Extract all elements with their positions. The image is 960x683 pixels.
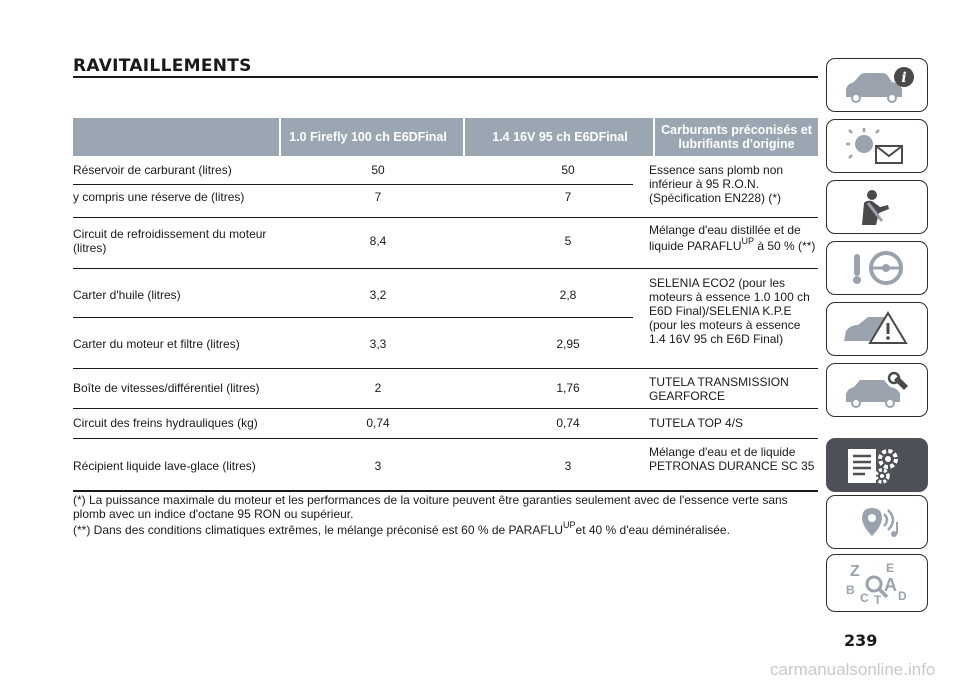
tab-maintenance[interactable]	[826, 363, 928, 417]
index-letter: T	[874, 593, 882, 607]
lubricant-fuel: Essence sans plomb non inférieur à 95 R.O.N. (Spécification EN228) (*)	[649, 163, 784, 205]
row-label: Carter du moteur et filtre (litres)	[73, 337, 240, 351]
svg-text:i: i	[901, 70, 907, 86]
footnote-1: (*) La puissance maximale du moteur et les performances de la voiture peuvent être garanties seulement avec de l'essence verte sans plomb avec un indice d'octane 95 RON ou supérieur.	[73, 493, 788, 521]
index-letter: A	[884, 575, 897, 595]
coolant-ratio: à 50 % (**)	[754, 239, 816, 253]
footnotes	[73, 493, 818, 537]
multimedia-icon	[832, 500, 922, 544]
index-letter: Z	[850, 563, 860, 580]
row-label: Carter d'huile (litres)	[73, 288, 181, 302]
row-label: y compris une réserve de (litres)	[73, 190, 245, 204]
index-letter: D	[898, 589, 907, 603]
row-label: Circuit des freins hydrauliques (kg)	[73, 416, 258, 430]
row-value-engine-1: 3,2	[369, 288, 387, 302]
coolant-text: Mélange d'eau distillée et de liquide PARAFLU	[649, 223, 801, 253]
row-label: Circuit de refroidissement du moteur (litres)	[73, 227, 267, 255]
tab-starting-driving[interactable]	[826, 241, 928, 295]
row-value-engine-2: 7	[564, 190, 572, 204]
tab-car-info[interactable]	[826, 58, 928, 112]
tab-technical-data[interactable]	[826, 438, 928, 492]
row-label: Réservoir de carburant (litres)	[73, 163, 232, 177]
row-value-engine-2: 1,76	[556, 381, 580, 395]
table-header	[73, 118, 818, 156]
safety-seat-icon	[832, 185, 922, 229]
lubricant-gearbox: TUTELA TRANSMISSION GEARFORCE	[649, 375, 789, 403]
paraflu-superscript: UP	[563, 520, 576, 530]
page-title: RAVITAILLEMENTS	[73, 56, 252, 76]
tab-safety[interactable]	[826, 180, 928, 234]
watermark: carmanualsonline.info	[770, 660, 936, 679]
row-value-engine-2: 50	[561, 163, 575, 177]
row-value-engine-1: 7	[374, 190, 382, 204]
footnote-2: (**) Dans des conditions climatiques extrêmes, le mélange préconisé est 60 % de $PARAFLU^{UP}et$ 40 % d'eau déminéralisée.	[73, 520, 730, 537]
row-value-engine-1: 2	[374, 381, 382, 395]
header-engine-1: 1.0 Firefly 100 ch E6DFinal	[289, 130, 447, 144]
tab-warning-lights[interactable]	[826, 119, 928, 173]
header-lubricants: Carburants préconisés et lubrifiants d'origine	[661, 123, 812, 151]
row-value-engine-2: 5	[564, 234, 572, 248]
index-letter: E	[886, 561, 895, 575]
row-label: Boîte de vitesses/différentiel (litres)	[73, 381, 260, 395]
row-value-engine-1: 50	[371, 163, 385, 177]
row-value-engine-1: 3,3	[369, 337, 387, 351]
row-value-engine-2: 2,95	[556, 337, 580, 351]
row-value-engine-1: 8,4	[369, 234, 387, 248]
warning-lights-icon	[832, 124, 922, 168]
row-value-engine-2: 2,8	[559, 288, 577, 302]
index-letter: C	[860, 591, 869, 605]
row-value-engine-2: 3	[564, 459, 572, 473]
car-info-icon	[832, 63, 922, 107]
breakdown-icon	[832, 307, 922, 351]
row-value-engine-2: 0,74	[556, 416, 580, 430]
lubricant-oil: SELENIA ECO2 (pour les moteurs à essence 1.0 100 ch E6D Final)/SELENIA K.P.E (pour les moteurs à essence 1.4 16V 95 ch E6D Final)	[649, 276, 810, 346]
lubricant-coolant	[649, 222, 817, 254]
paraflu-superscript: UP	[741, 236, 754, 246]
lubricant-washer: Mélange d'eau et de liquide PETRONAS DURANCE SC 35	[649, 445, 815, 473]
car-maintenance-icon	[832, 368, 922, 412]
tab-emergency[interactable]	[826, 302, 928, 356]
title-rule	[73, 76, 818, 78]
page-number: 239	[844, 631, 878, 650]
lubricant-brakes: TUTELA TOP 4/S	[649, 416, 744, 430]
row-label: Récipient liquide lave-glace (litres)	[73, 459, 256, 473]
tab-multimedia[interactable]	[826, 495, 928, 549]
header-engine-2: 1.4 16V 95 ch E6DFinal	[492, 130, 628, 144]
steering-wheel-icon	[832, 246, 922, 290]
index-icon	[832, 558, 922, 608]
technical-data-icon	[832, 443, 922, 487]
row-value-engine-1: 0,74	[366, 416, 390, 430]
tab-index[interactable]	[826, 554, 928, 612]
index-letter: B	[846, 583, 855, 597]
row-value-engine-1: 3	[374, 459, 382, 473]
